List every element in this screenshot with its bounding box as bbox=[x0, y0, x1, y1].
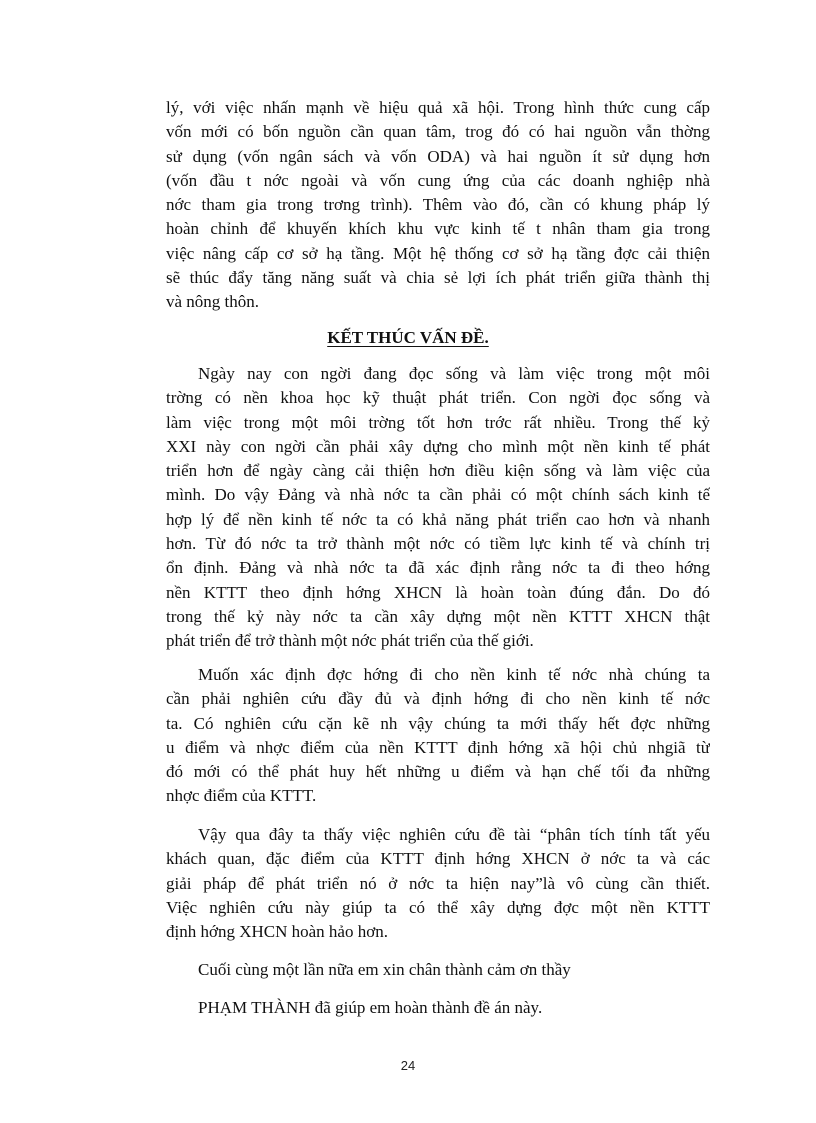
text-line: Ngày nay con ngời đang đọc sống và làm việc trong một môi bbox=[198, 364, 710, 383]
text-line: Vậy qua đây ta thấy việc nghiên cứu đề tài “phân tích tính tất yếu bbox=[198, 825, 710, 844]
text-line: lý, với việc nhấn mạnh về hiệu quả xã hội. Trong hình thức cung cấp bbox=[166, 98, 710, 117]
text-line: XXI này con ngời cần phải xây dựng cho mình một nền kinh tế phát bbox=[166, 436, 710, 456]
text-line: đó mới có thể phát huy hết những u điểm và hạn chế tối đa những bbox=[166, 762, 710, 782]
text-line: hợp lý để nền kinh tế nớc ta có khả năng phát triển cao hơn và nhanh bbox=[166, 509, 710, 529]
text-line: mình. Do vậy Đảng và nhà nớc ta cần phải có một chính sách kinh tế bbox=[166, 485, 710, 505]
page-number: 24 bbox=[400, 1058, 416, 1073]
section-heading bbox=[0, 326, 816, 350]
text-line: Việc nghiên cứu này giúp ta có thể xây dựng đợc một nền KTTT bbox=[166, 897, 710, 917]
text-line: sẽ thúc đẩy tăng năng suất và chia sẻ lợi ích phát triển giữa thành thị bbox=[166, 268, 710, 288]
text-line: u điểm và nhợc điểm của nền KTTT định hớng xã hội chủ nhgiã từ bbox=[166, 737, 710, 757]
text-line: và nông thôn. bbox=[166, 292, 260, 312]
text-line: nhợc điểm của KTTT. bbox=[166, 786, 317, 806]
text-line: (vốn đầu t nớc ngoài và vốn cung ứng của các doanh nghiệp nhà bbox=[166, 170, 710, 190]
text-line: việc nâng cấp cơ sở hạ tầng. Một hệ thống cơ sở hạ tầng đợc cải thiện bbox=[166, 243, 710, 263]
text-line: hơn. Từ đó nớc ta trở thành một nớc có tiềm lực kinh tế và chính trị bbox=[166, 534, 710, 554]
text-line: khách quan, đặc điểm của KTTT định hớng XHCN ở nớc ta và các bbox=[166, 849, 710, 869]
conclusion-paragraph-3 bbox=[166, 823, 710, 944]
text-line: ta. Có nghiên cứu cặn kẽ nh vậy chúng ta mới thấy hết đợc những bbox=[166, 713, 710, 733]
text-line: nền KTTT theo định hớng XHCN là hoàn toàn đúng đắn. Do đó bbox=[166, 582, 710, 602]
thanks-paragraph bbox=[166, 958, 710, 982]
conclusion-paragraph-1 bbox=[166, 362, 710, 654]
text-line: vốn mới có bốn nguồn cần quan tâm, trog đó có hai nguồn vẫn thờng bbox=[166, 122, 710, 142]
text-line: phát triển để trở thành một nớc phát triển của thế giới. bbox=[166, 631, 534, 651]
text-line: trong thế kỷ này nớc ta cần xây dựng một nền KTTT XHCN thật bbox=[166, 606, 710, 626]
section-heading-text: KẾT THÚC VẤN ĐỀ. bbox=[327, 328, 489, 347]
conclusion-paragraph-2 bbox=[166, 663, 710, 809]
text-line: trờng có nền khoa học kỹ thuật phát triển. Con ngời đọc sống và bbox=[166, 388, 710, 408]
text-line: ổn định. Đảng và nhà nớc ta đã xác định rằng nớc ta đi theo hớng bbox=[166, 558, 710, 578]
text-line: Muốn xác định đợc hớng đi cho nền kinh tế nớc nhà chúng ta bbox=[198, 665, 710, 684]
intro-paragraph bbox=[166, 96, 710, 315]
acknowledgement-paragraph bbox=[166, 996, 710, 1020]
text-line: sử dụng (vốn ngân sách và vốn ODA) và hai nguồn ít sử dụng hơn bbox=[166, 146, 710, 166]
text-line: cần phải nghiên cứu đầy đủ và định hớng đi cho nền kinh tế nớc bbox=[166, 689, 710, 709]
text-line: giải pháp để phát triển nó ở nớc ta hiện nay”là vô cùng cần thiết. bbox=[166, 873, 710, 893]
text-line: hoàn chỉnh để khuyến khích khu vực kinh tế t nhân tham gia trong bbox=[166, 219, 710, 239]
text-line: PHẠM THÀNH đã giúp em hoàn thành đề án này. bbox=[198, 998, 543, 1017]
text-line: làm việc trong một môi trờng tốt hơn trớc rất nhiều. Trong thế kỷ bbox=[166, 412, 710, 432]
text-line: Cuối cùng một lần nữa em xin chân thành cảm ơn thầy bbox=[198, 960, 571, 979]
text-line: định hớng XHCN hoàn hảo hơn. bbox=[166, 922, 388, 942]
text-line: nớc tham gia trong trơng trình). Thêm vào đó, cần có khung pháp lý bbox=[166, 195, 710, 215]
text-line: triển hơn để ngày càng cải thiện hơn điều kiện sống và làm việc của bbox=[166, 461, 710, 481]
